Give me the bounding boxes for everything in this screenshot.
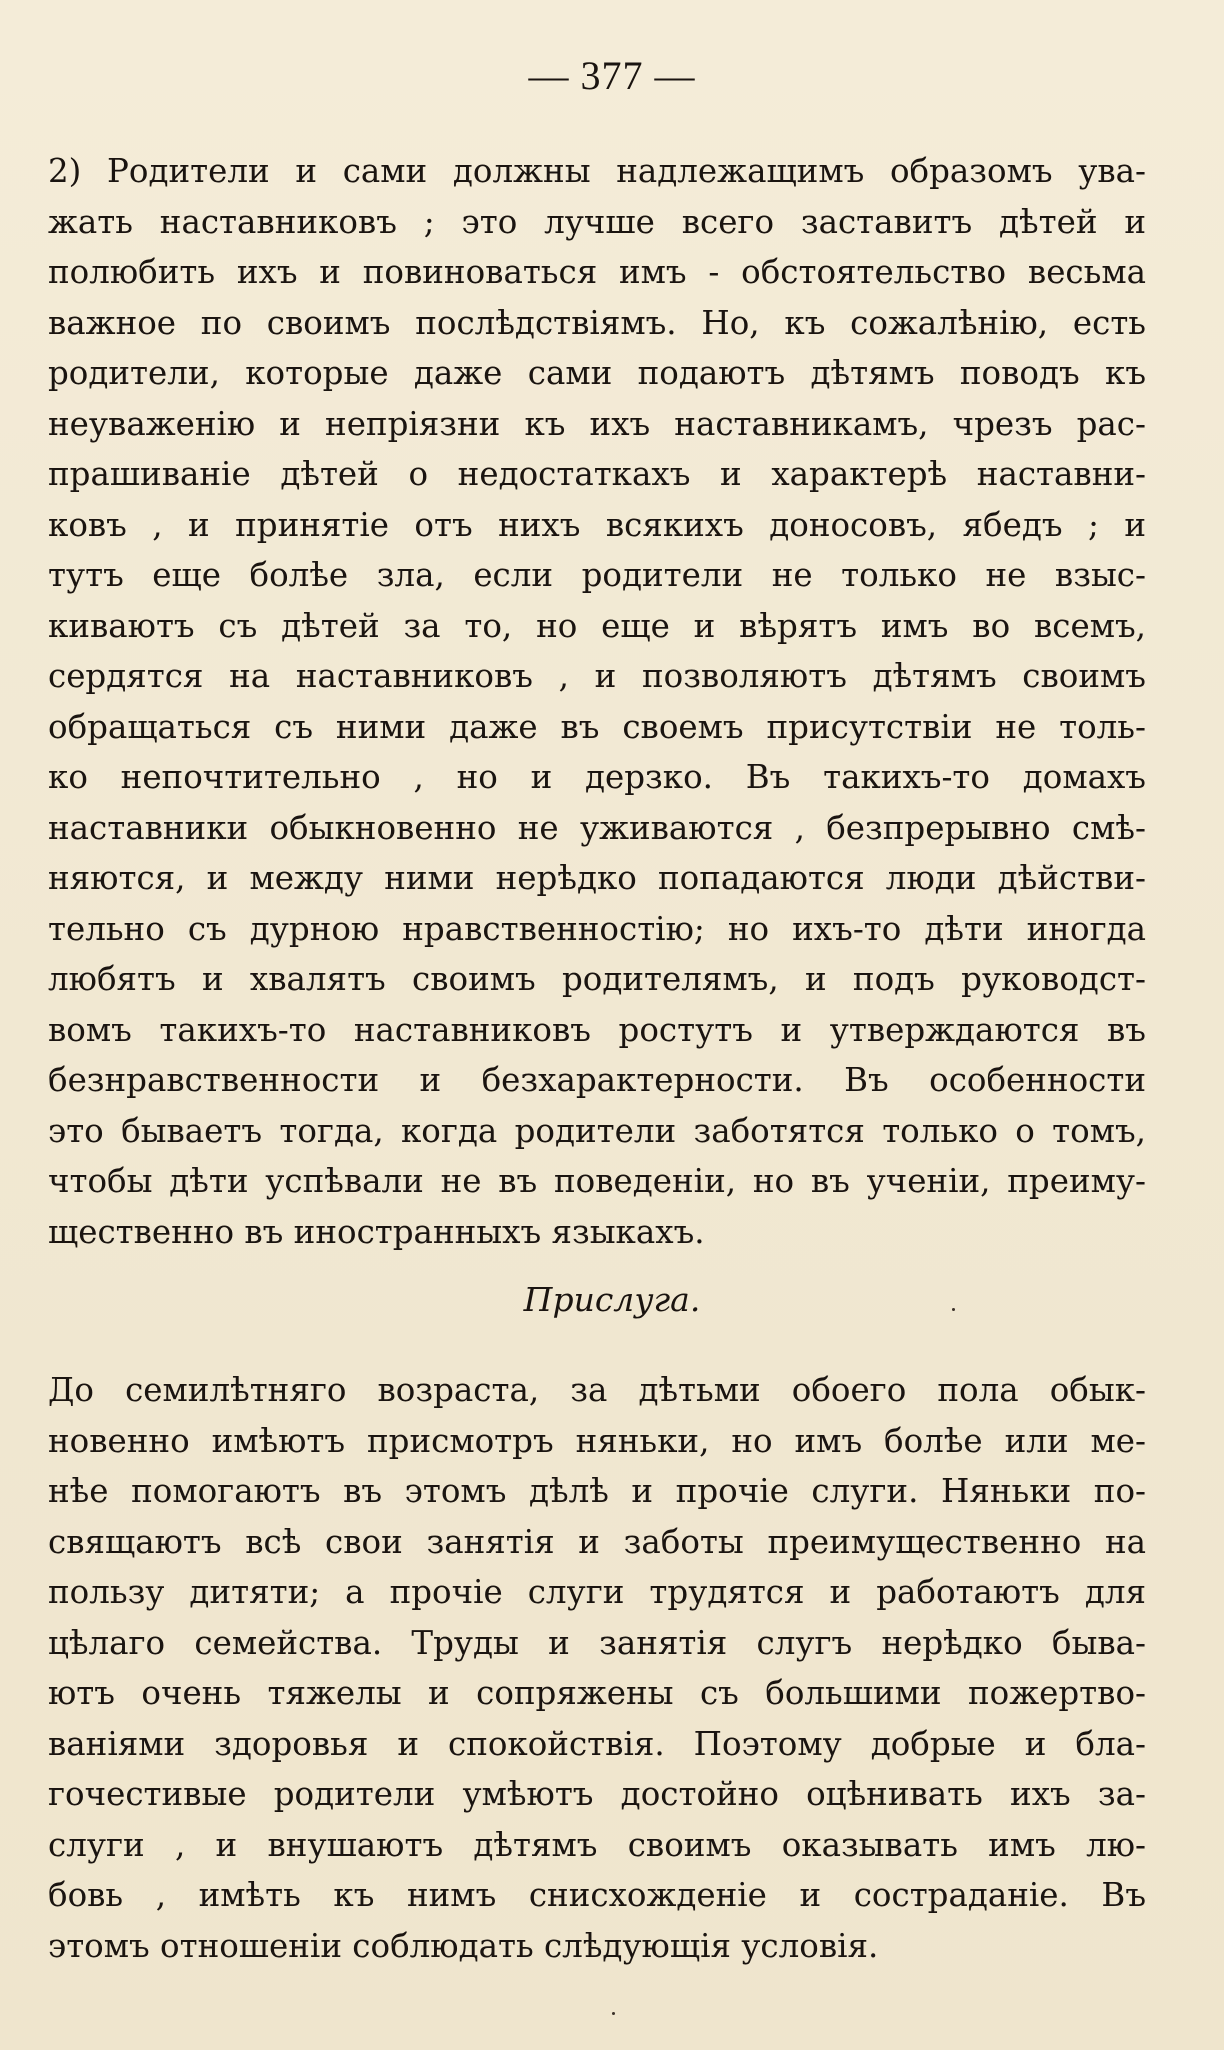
text-line: 2) Родители и сами должны надлежащимъ образомъ ува- bbox=[48, 152, 1146, 190]
text-line: жать наставниковъ ; это лучше всего заставитъ дѣтей и bbox=[48, 202, 1146, 241]
text-line: свящаютъ всѣ свои занятія и заботы преимущественно на bbox=[48, 1522, 1146, 1561]
text-line: слуги , и внушаютъ дѣтямъ своимъ оказывать имъ лю- bbox=[48, 1825, 1146, 1864]
text-line: безнравственности и безхарактерности. Въ особенности bbox=[48, 1061, 1146, 1099]
text-line: пользу дитяти; а прочіе слуги трудятся и работаютъ для bbox=[48, 1573, 1146, 1611]
text-line: цѣлаго семейства. Труды и занятія слугъ нерѣдко быва- bbox=[48, 1623, 1146, 1662]
text-line: прашиваніе дѣтей о недостаткахъ и характерѣ наставни- bbox=[48, 455, 1146, 493]
text-line: вомъ такихъ-то наставниковъ ростутъ и утверждаются въ bbox=[48, 1010, 1146, 1049]
text-line: ковъ , и принятіе отъ нихъ всякихъ доносовъ, ябедъ ; и bbox=[48, 505, 1146, 544]
paragraph-parents-and-tutors bbox=[48, 146, 1146, 1257]
text-line: обращаться съ ними даже въ своемъ присутствіи не толь- bbox=[48, 707, 1146, 746]
text-line: ко непочтительно , но и дерзко. Въ такихъ-то домахъ bbox=[48, 758, 1146, 796]
text-line: няются, и между ними нерѣдко попадаются люди дѣйстви- bbox=[48, 859, 1146, 897]
text-line: неуваженію и непріязни къ ихъ наставникамъ, чрезъ рас- bbox=[48, 404, 1146, 443]
text-line: ваніями здоровья и спокойствія. Поэтому добрые и бла- bbox=[48, 1724, 1146, 1763]
text-line: этомъ отношеніи соблюдать слѣдующія условія. bbox=[48, 1926, 879, 1965]
text-line: новенно имѣютъ присмотръ няньки, но имъ болѣе или ме- bbox=[48, 1421, 1146, 1460]
page-number: — 377 — bbox=[528, 53, 696, 98]
paragraph-servants bbox=[48, 1365, 1146, 1971]
print-speck bbox=[952, 1308, 955, 1311]
text-line: тельно съ дурною нравственностію; но ихъ-то дѣти иногда bbox=[48, 909, 1146, 948]
text-line: полюбить ихъ и повиноваться имъ - обстоятельство весьма bbox=[48, 253, 1146, 291]
print-speck bbox=[612, 2012, 615, 2015]
text-line: любятъ и хвалятъ своимъ родителямъ, и подъ руководст- bbox=[48, 960, 1146, 998]
text-line: бовь , имѣть къ нимъ снисхожденіе и состраданіе. Въ bbox=[48, 1876, 1146, 1914]
section-heading: Прислуга. bbox=[523, 1280, 701, 1319]
text-line: гочестивые родители умѣютъ достойно оцѣнивать ихъ за- bbox=[48, 1775, 1146, 1813]
text-line: щественно въ иностранныхъ языкахъ. bbox=[48, 1212, 705, 1251]
text-line: нѣе помогаютъ въ этомъ дѣлѣ и прочіе слуги. Няньки по- bbox=[48, 1472, 1146, 1510]
text-line: родители, которые даже сами подаютъ дѣтямъ поводъ къ bbox=[48, 354, 1146, 392]
text-line: чтобы дѣти успѣвали не въ поведеніи, но въ ученіи, преиму- bbox=[48, 1162, 1146, 1200]
text-line: важное по своимъ послѣдствіямъ. Но, къ сожалѣнію, есть bbox=[48, 303, 1146, 342]
text-line: киваютъ съ дѣтей за то, но еще и вѣрятъ имъ во всемъ, bbox=[48, 606, 1146, 645]
text-line: До семилѣтняго возраста, за дѣтьми обоего пола обык- bbox=[48, 1371, 1146, 1409]
text-line: ютъ очень тяжелы и сопряжены съ большими пожертво- bbox=[48, 1674, 1146, 1712]
text-line: наставники обыкновенно не уживаются , безпрерывно смѣ- bbox=[48, 808, 1146, 847]
text-line: это бываетъ тогда, когда родители заботятся только о томъ, bbox=[48, 1111, 1146, 1150]
text-line: тутъ еще болѣе зла, если родители не только не взыс- bbox=[48, 556, 1146, 594]
text-line: сердятся на наставниковъ , и позволяютъ дѣтямъ своимъ bbox=[48, 657, 1146, 695]
